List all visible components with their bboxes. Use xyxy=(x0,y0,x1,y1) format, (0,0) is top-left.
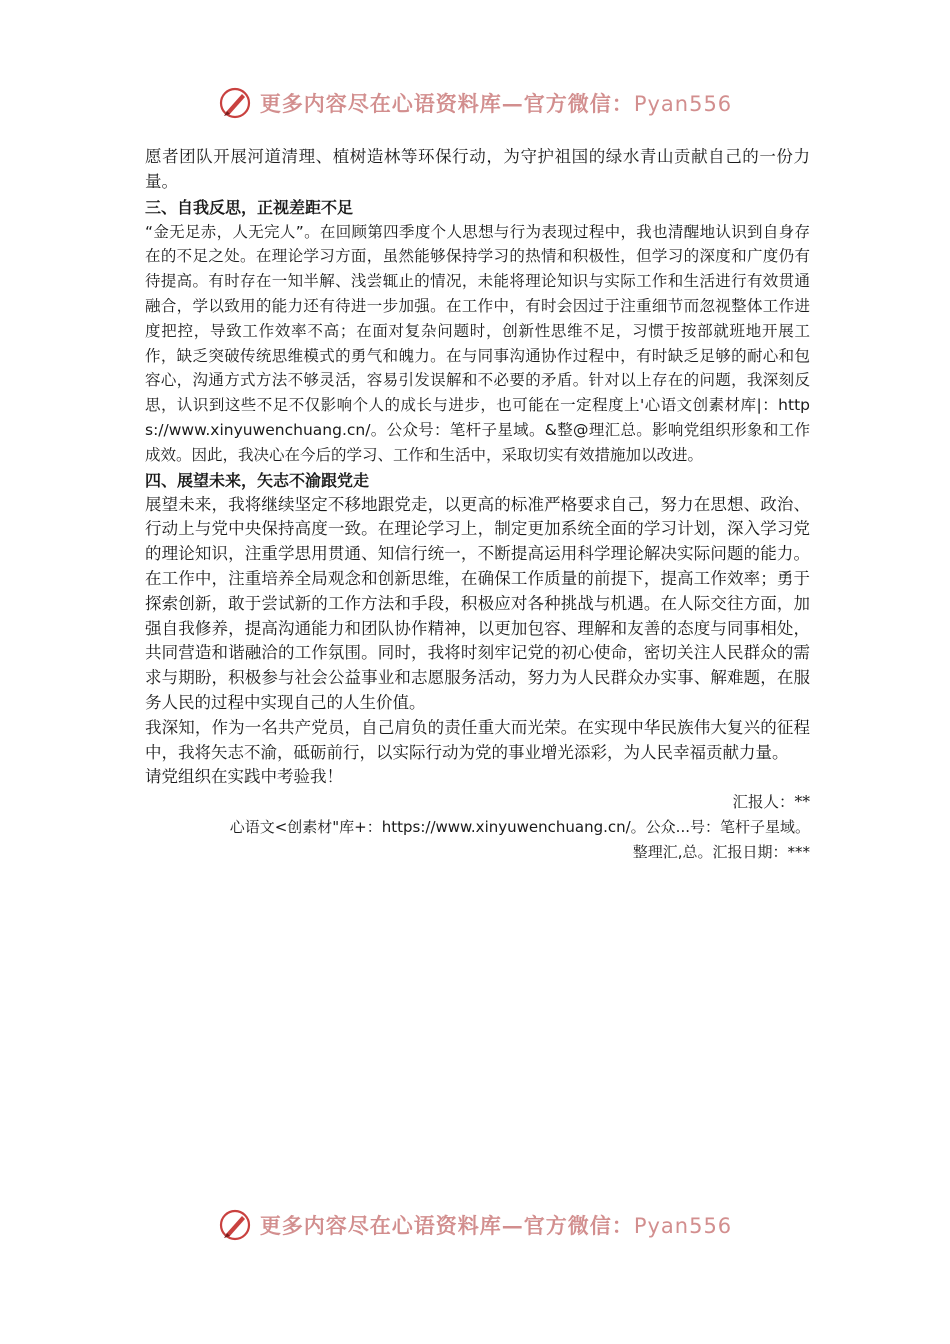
section-heading-4: 四、展望未来，矢志不渝跟党走 xyxy=(145,470,370,490)
paragraph-pledge: 我深知，作为一名共产党员，自己肩负的责任重大而光荣。在实现中华民族伟大复兴的征程中，我将矢志不渝，砥砺前行，以实际行动为党的事业增光添彩，为人民幸福贡献力量。 xyxy=(145,717,810,762)
section-heading-3: 三、自我反思，正视差距不足 xyxy=(145,197,354,217)
watermark-text: 更多内容尽在心语资料库—官方微信：Pyan556 xyxy=(259,1213,733,1238)
source-note: 心语文<创素材"库+：https://www.xinyuwenchuang.cn/。公众...号：笔杆子星域。 xyxy=(229,818,810,837)
footer-watermark xyxy=(0,1208,950,1242)
paragraph-outlook: 展望未来，我将继续坚定不移地跟党走，以更高的标准严格要求自己，努力在思想、政治、行动上与党中央保持高度一致。在理论学习上，制定更加系统全面的学习计划，深入学习党的理论知识，注重学思用贯通、知信行统一，不断提高运用科学理论解决实际问题的能力。在工作中，注重培养全局观念和创新思维，在确保工作质量的前提下，提高工作效率；勇于探索创新，敢于尝试新的工作方法和手段，积极应对各种挑战与机遇。在人际交往方面，加强自我修养，提高沟通能力和团队协作精神，以更加包容、理解和友善的态度与同事相处，共同营造和谐融洽的工作氛围。同时，我将时刻牢记党的初心使命，密切关注人民群众的需求与期盼，积极参与社会公益事业和志愿服务活动，努力为人民群众办实事、解难题，在服务人民的过程中实现自己的人生价值。 xyxy=(145,494,810,712)
paragraph-volunteer: 愿者团队开展河道清理、植树造林等环保行动，为守护祖国的绿水青山贡献自己的一份力量。 xyxy=(145,147,810,191)
reporter-signature: 汇报人：** xyxy=(732,793,810,812)
watermark-text: 更多内容尽在心语资料库—官方微信：Pyan556 xyxy=(259,91,733,116)
paragraph-reflection: “金无足赤，人无完人”。在回顾第四季度个人思想与行为表现过程中，我也清醒地认识到自身存在的不足之处。在理论学习方面，虽然能够保持学习的热情和积极性，但学习的深度和广度仍有待提高。有时存在一知半解、浅尝辄止的情况，未能将理论知识与实际工作和生活进行有效贯通融合，学以致用的能力还有待进一步加强。在工作中，有时会因过于注重细节而忽视整体工作进度把控，导致工作效率不高；在面对复杂问题时，创新性思维不足，习惯于按部就班地开展工作，缺乏突破传统思维模式的勇气和魄力。在与同事沟通协作过程中，有时缺乏足够的耐心和包容心，沟通方式方法不够灵活，容易引发误解和不必要的矛盾。针对以上存在的问题，我深刻反思，认识到这些不足不仅影响个人的成长与进步，也可能在一定程度上'心语文创素材库|：https://www.xinyuwenchuang.cn/。公众号：笔杆子星域。&整@理汇总。影响党组织形象和工作成效。因此，我决心在今后的学习、工作和生活中，采取切实有效措施加以改进。 xyxy=(145,222,810,464)
report-date: 整理汇,总。汇报日期：*** xyxy=(632,843,810,862)
header-watermark xyxy=(0,86,950,120)
paragraph-closing: 请党组织在实践中考验我！ xyxy=(145,767,343,787)
pen-logo-icon xyxy=(218,86,252,120)
document-body xyxy=(145,145,810,865)
pen-logo-icon xyxy=(218,1208,252,1242)
